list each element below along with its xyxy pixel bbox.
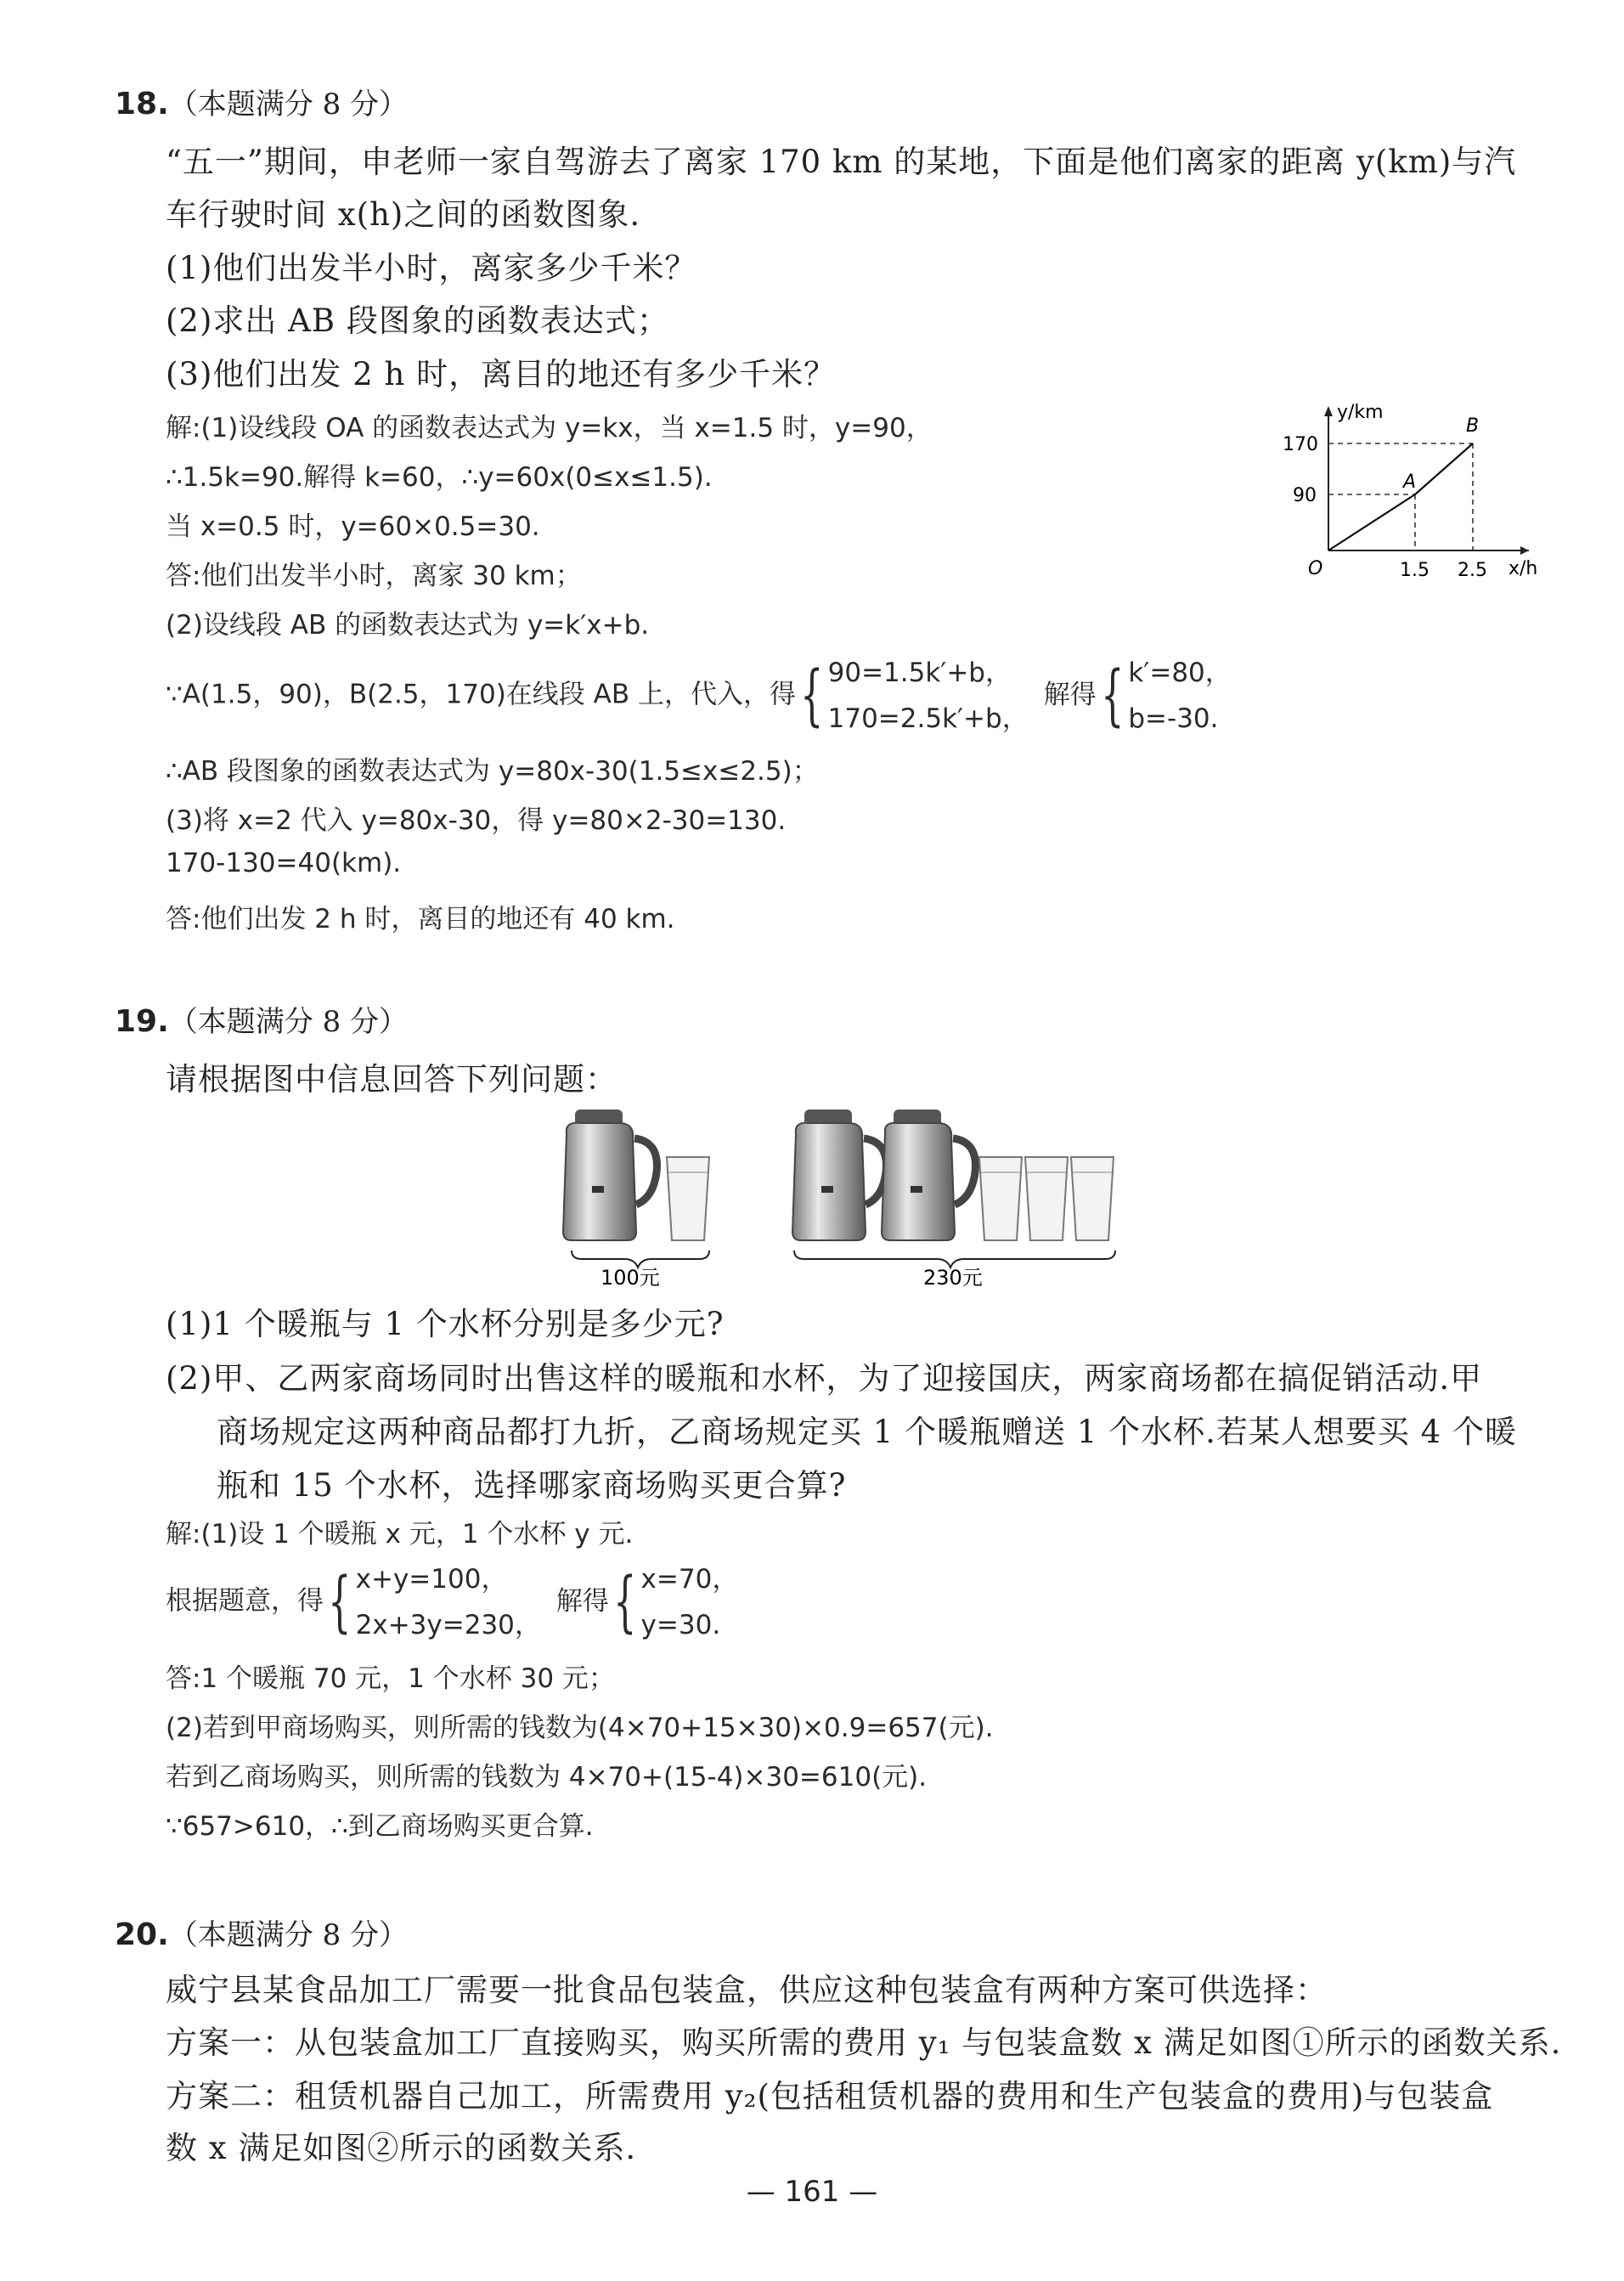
left-brace: {: [613, 1564, 637, 1640]
q19-part1: (1)1 个暖瓶与 1 个水杯分别是多少元?: [166, 1306, 725, 1342]
y-axis-arrow-icon: [1324, 406, 1333, 416]
q20-score-note: （本题满分 8 分）: [168, 1918, 409, 1952]
q18-solution-line10: 答:他们出发 2 h 时，离目的地还有 40 km.: [166, 904, 675, 934]
q19-res1: x=70，: [640, 1564, 739, 1595]
q18-system-prefix: ∵A(1.5，90)，B(2.5，170)在线段 AB 上，代入，得: [166, 679, 796, 710]
q20-line2: 方案一：从包装盒加工厂直接购买，购买所需的费用 y₁ 与包装盒数 x 满足如图①所示的函数关系.: [166, 2024, 1562, 2061]
q18-solution-line5: (2)设线段 AB 的函数表达式为 y=k′x+b.: [166, 610, 650, 641]
q19-system-results: [641, 1556, 739, 1648]
q18-res2: b=-30.: [1128, 703, 1219, 734]
point-a-label: A: [1403, 471, 1417, 493]
q18-part3: (3)他们出发 2 h 时，离目的地还有多少千米？: [166, 356, 837, 392]
q19-system-equations: [356, 1556, 541, 1648]
q19-stem: 请根据图中信息回答下列问题：: [166, 1061, 617, 1098]
y-axis-label: y/km: [1337, 402, 1384, 423]
q18-solution-line8: (3)将 x=2 代入 y=80x-30，得 y=80×2-30=130.: [166, 805, 787, 836]
q20-heading: [115, 1911, 408, 1953]
q19-part2-line1: (2)甲、乙两家商场同时出售这样的暖瓶和水杯，为了迎接国庆，两家商场都在搞促销活动.甲: [166, 1360, 1483, 1397]
q20-line3: 方案二：租赁机器自己加工，所需费用 y₂(包括租赁机器的费用和生产包装盒的费用)与包装盒: [166, 2078, 1494, 2114]
q19-flask-cup-illustration: [556, 1104, 1151, 1287]
q19-solution-line1: 解:(1)设 1 个暖瓶 x 元，1 个水杯 y 元.: [166, 1519, 634, 1550]
price-group1: 100元: [601, 1266, 660, 1287]
q18-solution-line9: 170-130=40(km).: [166, 848, 402, 878]
q18-solution-line3: 当 x=0.5 时，y=60×0.5=30.: [166, 511, 540, 542]
q18-score-note: （本题满分 8 分）: [168, 88, 409, 121]
point-b-label: B: [1466, 415, 1480, 437]
q18-solve-word: 解得: [1043, 679, 1097, 710]
x-tick-1-5: 1.5: [1400, 560, 1429, 581]
q19-solution-system: [166, 1556, 738, 1648]
q19-solve-word: 解得: [555, 1585, 609, 1617]
x-axis-arrow-icon: [1520, 546, 1529, 555]
q18-stem-line1: “五一”期间，申老师一家自驾游去了离家 170 km 的某地，下面是他们离家的距离 y(km)与汽: [166, 144, 1517, 180]
q18-system-results: [1128, 650, 1231, 742]
y-tick-170: 170: [1283, 434, 1318, 455]
q18-solution-line1: 解:(1)设线段 OA 的函数表达式为 y=kx，当 x=1.5 时，y=90，: [166, 413, 933, 443]
q19-solution-line6: ∵657>610，∴到乙商场购买更合算.: [166, 1811, 594, 1842]
thermos-flask-icon: [792, 1109, 886, 1240]
left-brace: {: [1100, 658, 1125, 734]
q20-line1: 威宁县某食品加工厂需要一批食品包装盒，供应这种包装盒有两种方案可供选择：: [166, 1972, 1328, 2008]
q18-part2: (2)求出 AB 段图象的函数表达式；: [166, 302, 669, 339]
y-tick-90: 90: [1293, 485, 1317, 506]
q18-solution-line7: ∴AB 段图象的函数表达式为 y=80x-30(1.5≤x≤2.5)；: [166, 756, 819, 787]
q19-score-note: （本题满分 8 分）: [168, 1005, 409, 1039]
origin-label: O: [1308, 558, 1323, 579]
water-cup-icon: [667, 1157, 709, 1240]
q19-solution-line3: 答:1 个暖瓶 70 元，1 个水杯 30 元；: [166, 1663, 615, 1694]
q18-res1: k′=80，: [1128, 658, 1232, 688]
q19-eq2: 2x+3y=230，: [355, 1610, 541, 1640]
segment-ab: [1415, 443, 1473, 494]
q18-system-equations: [828, 650, 1029, 742]
left-brace: {: [328, 1564, 352, 1640]
segment-oa: [1328, 494, 1415, 550]
q20-line4: 数 x 满足如图②所示的函数关系.: [166, 2130, 637, 2166]
thermos-flask-icon: [563, 1109, 657, 1240]
q19-solution-line4: (2)若到甲商场购买，则所需的钱数为(4×70+15×30)×0.9=657(元).: [166, 1713, 994, 1743]
q18-stem-line2: 车行驶时间 x(h)之间的函数图象.: [166, 196, 641, 233]
q18-distance-time-graph: [1274, 399, 1563, 595]
brace-group2: [794, 1251, 1115, 1268]
q19-solution-line5: 若到乙商场购买，则所需的钱数为 4×70+(15-4)×30=610(元).: [166, 1762, 928, 1793]
water-cup-icon: [979, 1157, 1022, 1240]
q18-eq1: 90=1.5k′+b，: [827, 658, 1012, 688]
x-axis-label: x/h: [1508, 558, 1538, 579]
page-number: — 161 —: [746, 2175, 878, 2209]
q18-heading: [115, 81, 408, 122]
left-brace: {: [800, 658, 824, 734]
price-group2: 230元: [923, 1266, 983, 1287]
brace-group1: [572, 1251, 709, 1268]
q19-heading: [115, 998, 408, 1040]
thermos-flask-icon: [882, 1109, 975, 1240]
water-cup-icon: [1025, 1157, 1068, 1240]
q20-number: 20.: [115, 1917, 169, 1952]
q19-number: 19.: [115, 1004, 169, 1039]
q18-solution-line2: ∴1.5k=90.解得 k=60，∴y=60x(0≤x≤1.5).: [166, 462, 713, 493]
q19-part2-line3: 瓶和 15 个水杯，选择哪家商场购买更合算?: [217, 1467, 847, 1504]
q18-eq2: 170=2.5k′+b，: [827, 703, 1029, 734]
x-tick-2-5: 2.5: [1458, 560, 1487, 581]
q19-eq1: x+y=100，: [355, 1564, 508, 1595]
q19-part2-line2: 商场规定这两种商品都打九折，乙商场规定买 1 个暖瓶赠送 1 个水杯.若某人想要买 4 个暖: [217, 1414, 1517, 1450]
q19-system-prefix: 根据题意，得: [166, 1585, 324, 1617]
q19-res2: y=30.: [640, 1610, 721, 1640]
q18-part1: (1)他们出发半小时，离家多少千米？: [166, 250, 697, 286]
q18-solution-system: [166, 650, 1232, 742]
q18-number: 18.: [115, 87, 169, 121]
q18-solution-line4: 答:他们出发半小时，离家 30 km；: [166, 561, 582, 591]
water-cup-icon: [1071, 1157, 1114, 1240]
